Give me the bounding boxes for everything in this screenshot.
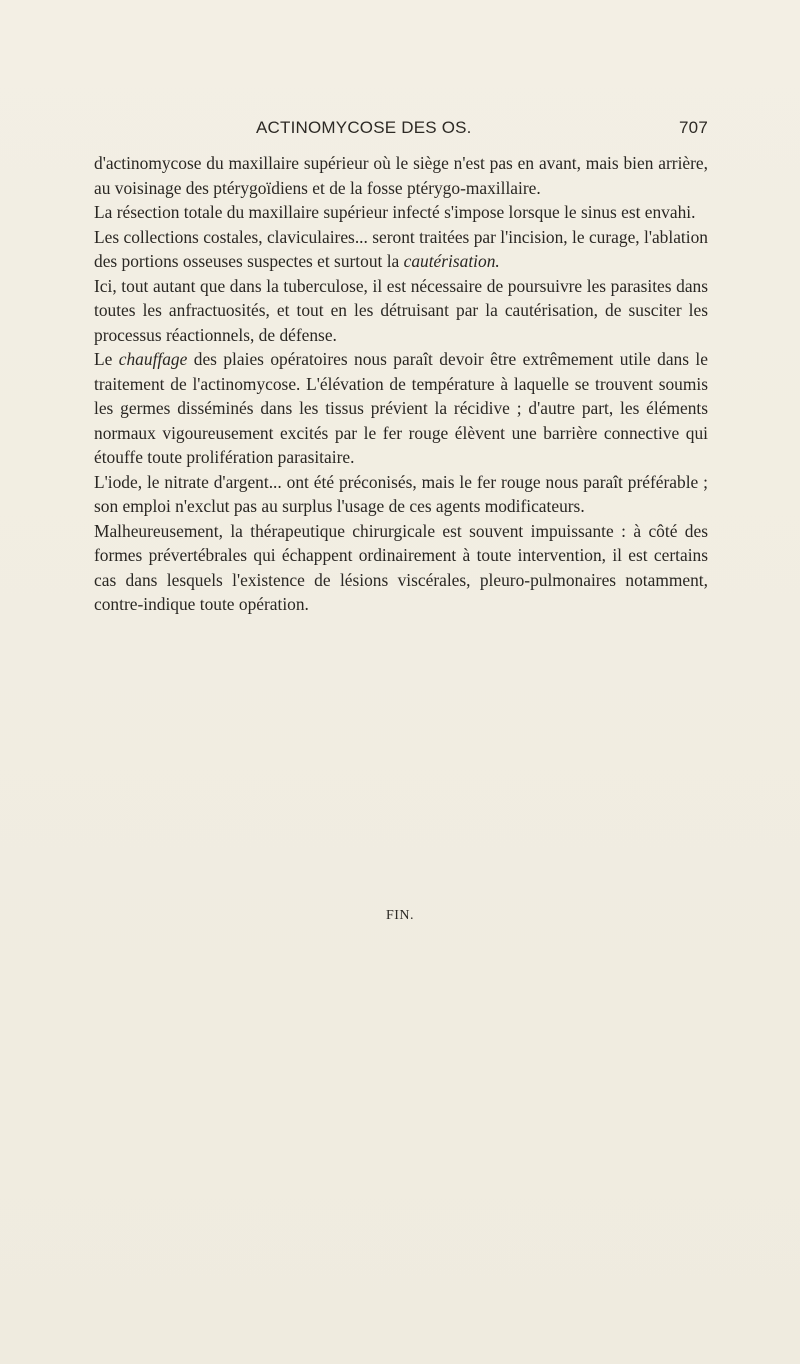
paragraph-7: Malheureusement, la thérapeutique chirurgicale est souvent impuissante : à côté des formes prévertébrales qui échappent ordinairement à toute intervention, il est certains cas dans lesquels l'existence de lésions viscérales, pleuro-pulmonaires notamment, contre-indique toute opération. [94, 520, 708, 614]
paragraph-1: d'actinomycose du maxillaire supérieur où le siège n'est pas en avant, mais bien arrière, au voisinage des ptérygoïdiens et de la fosse ptérygo-maxillaire. [94, 153, 708, 198]
paragraph-5-text: des plaies opératoires nous paraît devoir être extrêmement utile dans le traitement de l'actinomycose. L'élévation de température à laquelle se trouvent soumis les germes disséminés dans les tissus prévient la récidive ; d'autre part, les éléments normaux vigoureusement excités par le fer rouge élèvent une barrière connective qui étouffe toute prolifération parasitaire. [94, 349, 708, 467]
paragraph-5 [94, 347, 708, 470]
body-text [94, 151, 708, 617]
paragraph-2: La résection totale du maxillaire supérieur infecté s'impose lorsque le sinus est envahi. [94, 202, 696, 222]
paragraph-4: Ici, tout autant que dans la tuberculose, il est nécessaire de poursuivre les parasites dans toutes les anfractuosités, et tout en les détruisant par la cautérisation, de susciter les processus réactionnels, de défense. [94, 275, 708, 345]
paragraph-3 [94, 225, 708, 274]
emphasis-cauterisation: cautérisation. [403, 251, 500, 271]
paragraph-3-text: Les collections costales, claviculaires... seront traitées par l'incision, le curage, l'ablation des portions osseuses suspectes et surtout la [94, 226, 708, 271]
paragraph-6: L'iode, le nitrate d'argent... ont été préconisés, mais le fer rouge nous paraît préférable ; son emploi n'exclut pas au surplus l'usage de ces agents modificateurs. [94, 471, 708, 516]
end-mark: FIN. [385, 908, 415, 923]
running-head [256, 118, 708, 144]
running-title: ACTINOMYCOSE DES OS. [256, 118, 472, 137]
emphasis-chauffage: chauffage [118, 349, 188, 369]
paragraph-5-lead: Le [94, 349, 119, 369]
page-number: 707 [679, 118, 708, 137]
